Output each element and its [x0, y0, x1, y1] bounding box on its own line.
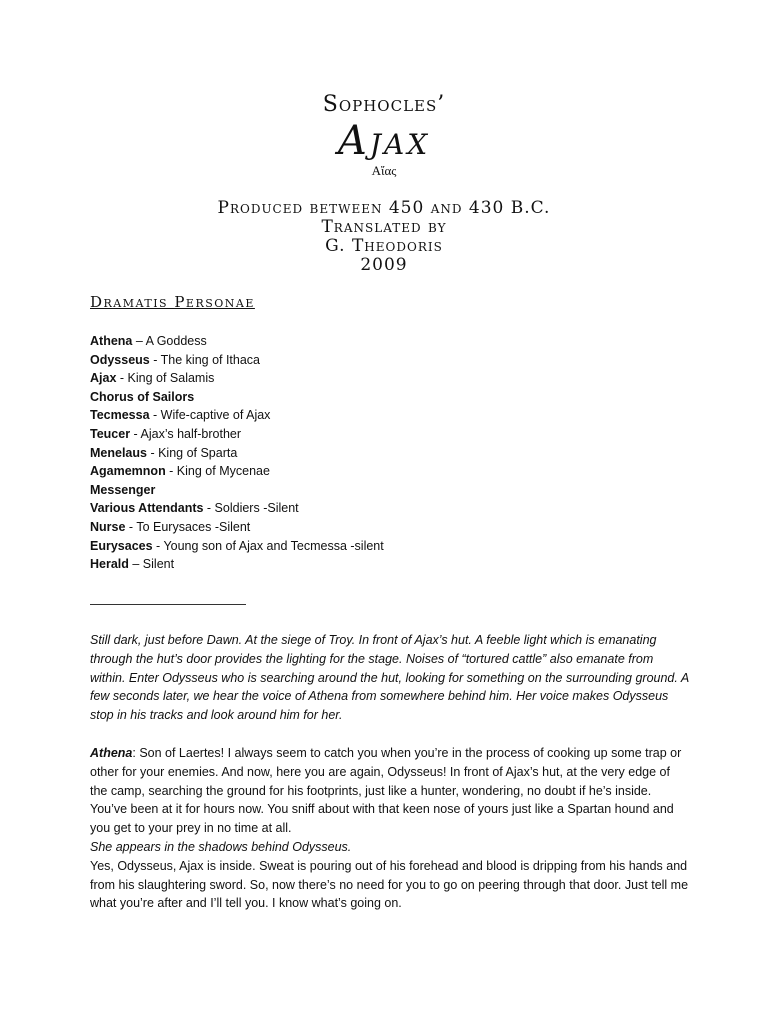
dramatis-personae-heading: Dramatis Personae: [90, 293, 255, 311]
character-name: Chorus of Sailors: [90, 389, 195, 404]
character-name: Herald: [90, 557, 129, 572]
character-description: - King of Mycenae: [165, 464, 270, 479]
list-item: [90, 518, 384, 537]
list-item: [90, 369, 384, 388]
list-item: [90, 351, 384, 370]
character-name: Teucer: [90, 426, 131, 441]
character-name: Tecmessa: [90, 408, 150, 423]
character-description: - The king of Ithaca: [149, 352, 261, 367]
list-item: [90, 462, 384, 481]
stage-direction: Still dark, just before Dawn. At the siege of Troy. In front of Ajax’s hut. A feeble light which is emanating through the hut’s door provides the lighting for the stage. Noises of “tortured cattle” also emanate from within. Enter Odysseus who is searching around the hut, looking for something on the surrounding ground. A few seconds later, we hear the voice of Athena from somewhere behind him. Her voice makes Odysseus stop in his tracks and look around him for her.: [90, 633, 689, 723]
greek-title: Αἴας: [371, 163, 397, 178]
character-name: Messenger: [90, 482, 156, 497]
list-item: [90, 481, 384, 500]
list-item: [90, 444, 384, 463]
list-item: [90, 499, 384, 518]
section-separator: ————————————: [90, 596, 246, 611]
cast-list: [90, 332, 384, 574]
list-item: [90, 388, 384, 407]
translation-year: 2009: [360, 255, 408, 275]
character-name: Various Attendants: [90, 501, 204, 516]
character-description: - To Eurysaces -Silent: [125, 519, 251, 534]
character-name: Athena: [90, 334, 133, 348]
dialogue-athena: [90, 744, 690, 913]
dialogue-text: : Son of Laertes! I always seem to catch you when you’re in the process of cooking up some trap or other for your enemies. And now, here you are again, Odysseus! In front of Ajax’s hut, at the very edge of the camp, searching the ground for his footprints, just like a hunter, wondering, no doubt if he’s inside. You’ve been at it for hours now. You sniff about with that keen nose of yours just like a Spartan hound and you get to your prey in no time at all.: [90, 746, 682, 836]
character-description: - Young son of Ajax and Tecmessa -silent: [152, 538, 384, 553]
character-name: Nurse: [90, 519, 126, 534]
character-name: Ajax: [90, 371, 117, 386]
character-description: - King of Sparta: [146, 445, 238, 460]
list-item: [90, 537, 384, 556]
production-date-line: Produced between 450 and 430 B.C.: [217, 198, 551, 218]
character-description: – Silent: [128, 557, 175, 572]
speaker-name: Athena: [90, 746, 133, 760]
dialogue-text-continued: Yes, Odysseus, Ajax is inside. Sweat is pouring out of his forehead and blood is dripping from his hands and from his slaughtering sword. So, now there’s no need for you to go on peering through that door. Just tell me what you’re after and I’ll tell you. I know what’s going on.: [90, 858, 689, 911]
character-name: Menelaus: [90, 445, 147, 460]
translated-by-line: Translated by: [321, 217, 447, 237]
character-description: - Ajax’s half-brother: [130, 426, 242, 441]
character-description: - Wife-captive of Ajax: [149, 408, 271, 423]
character-name: Odysseus: [90, 352, 150, 367]
character-description: – A Goddess: [132, 334, 207, 348]
list-item: [90, 555, 384, 574]
character-description: - King of Salamis: [116, 371, 215, 386]
character-name: Agamemnon: [90, 464, 166, 479]
list-item: [90, 332, 384, 351]
list-item: [90, 425, 384, 444]
character-name: Eurysaces: [90, 538, 153, 553]
inline-stage-direction: She appears in the shadows behind Odysseus.: [90, 839, 352, 854]
translator-name: G. Theodoris: [325, 236, 443, 256]
list-item: [90, 406, 384, 425]
character-description: - Soldiers -Silent: [203, 501, 299, 516]
author-heading: Sophocles’: [322, 92, 446, 117]
play-title: Ajax: [337, 118, 431, 164]
